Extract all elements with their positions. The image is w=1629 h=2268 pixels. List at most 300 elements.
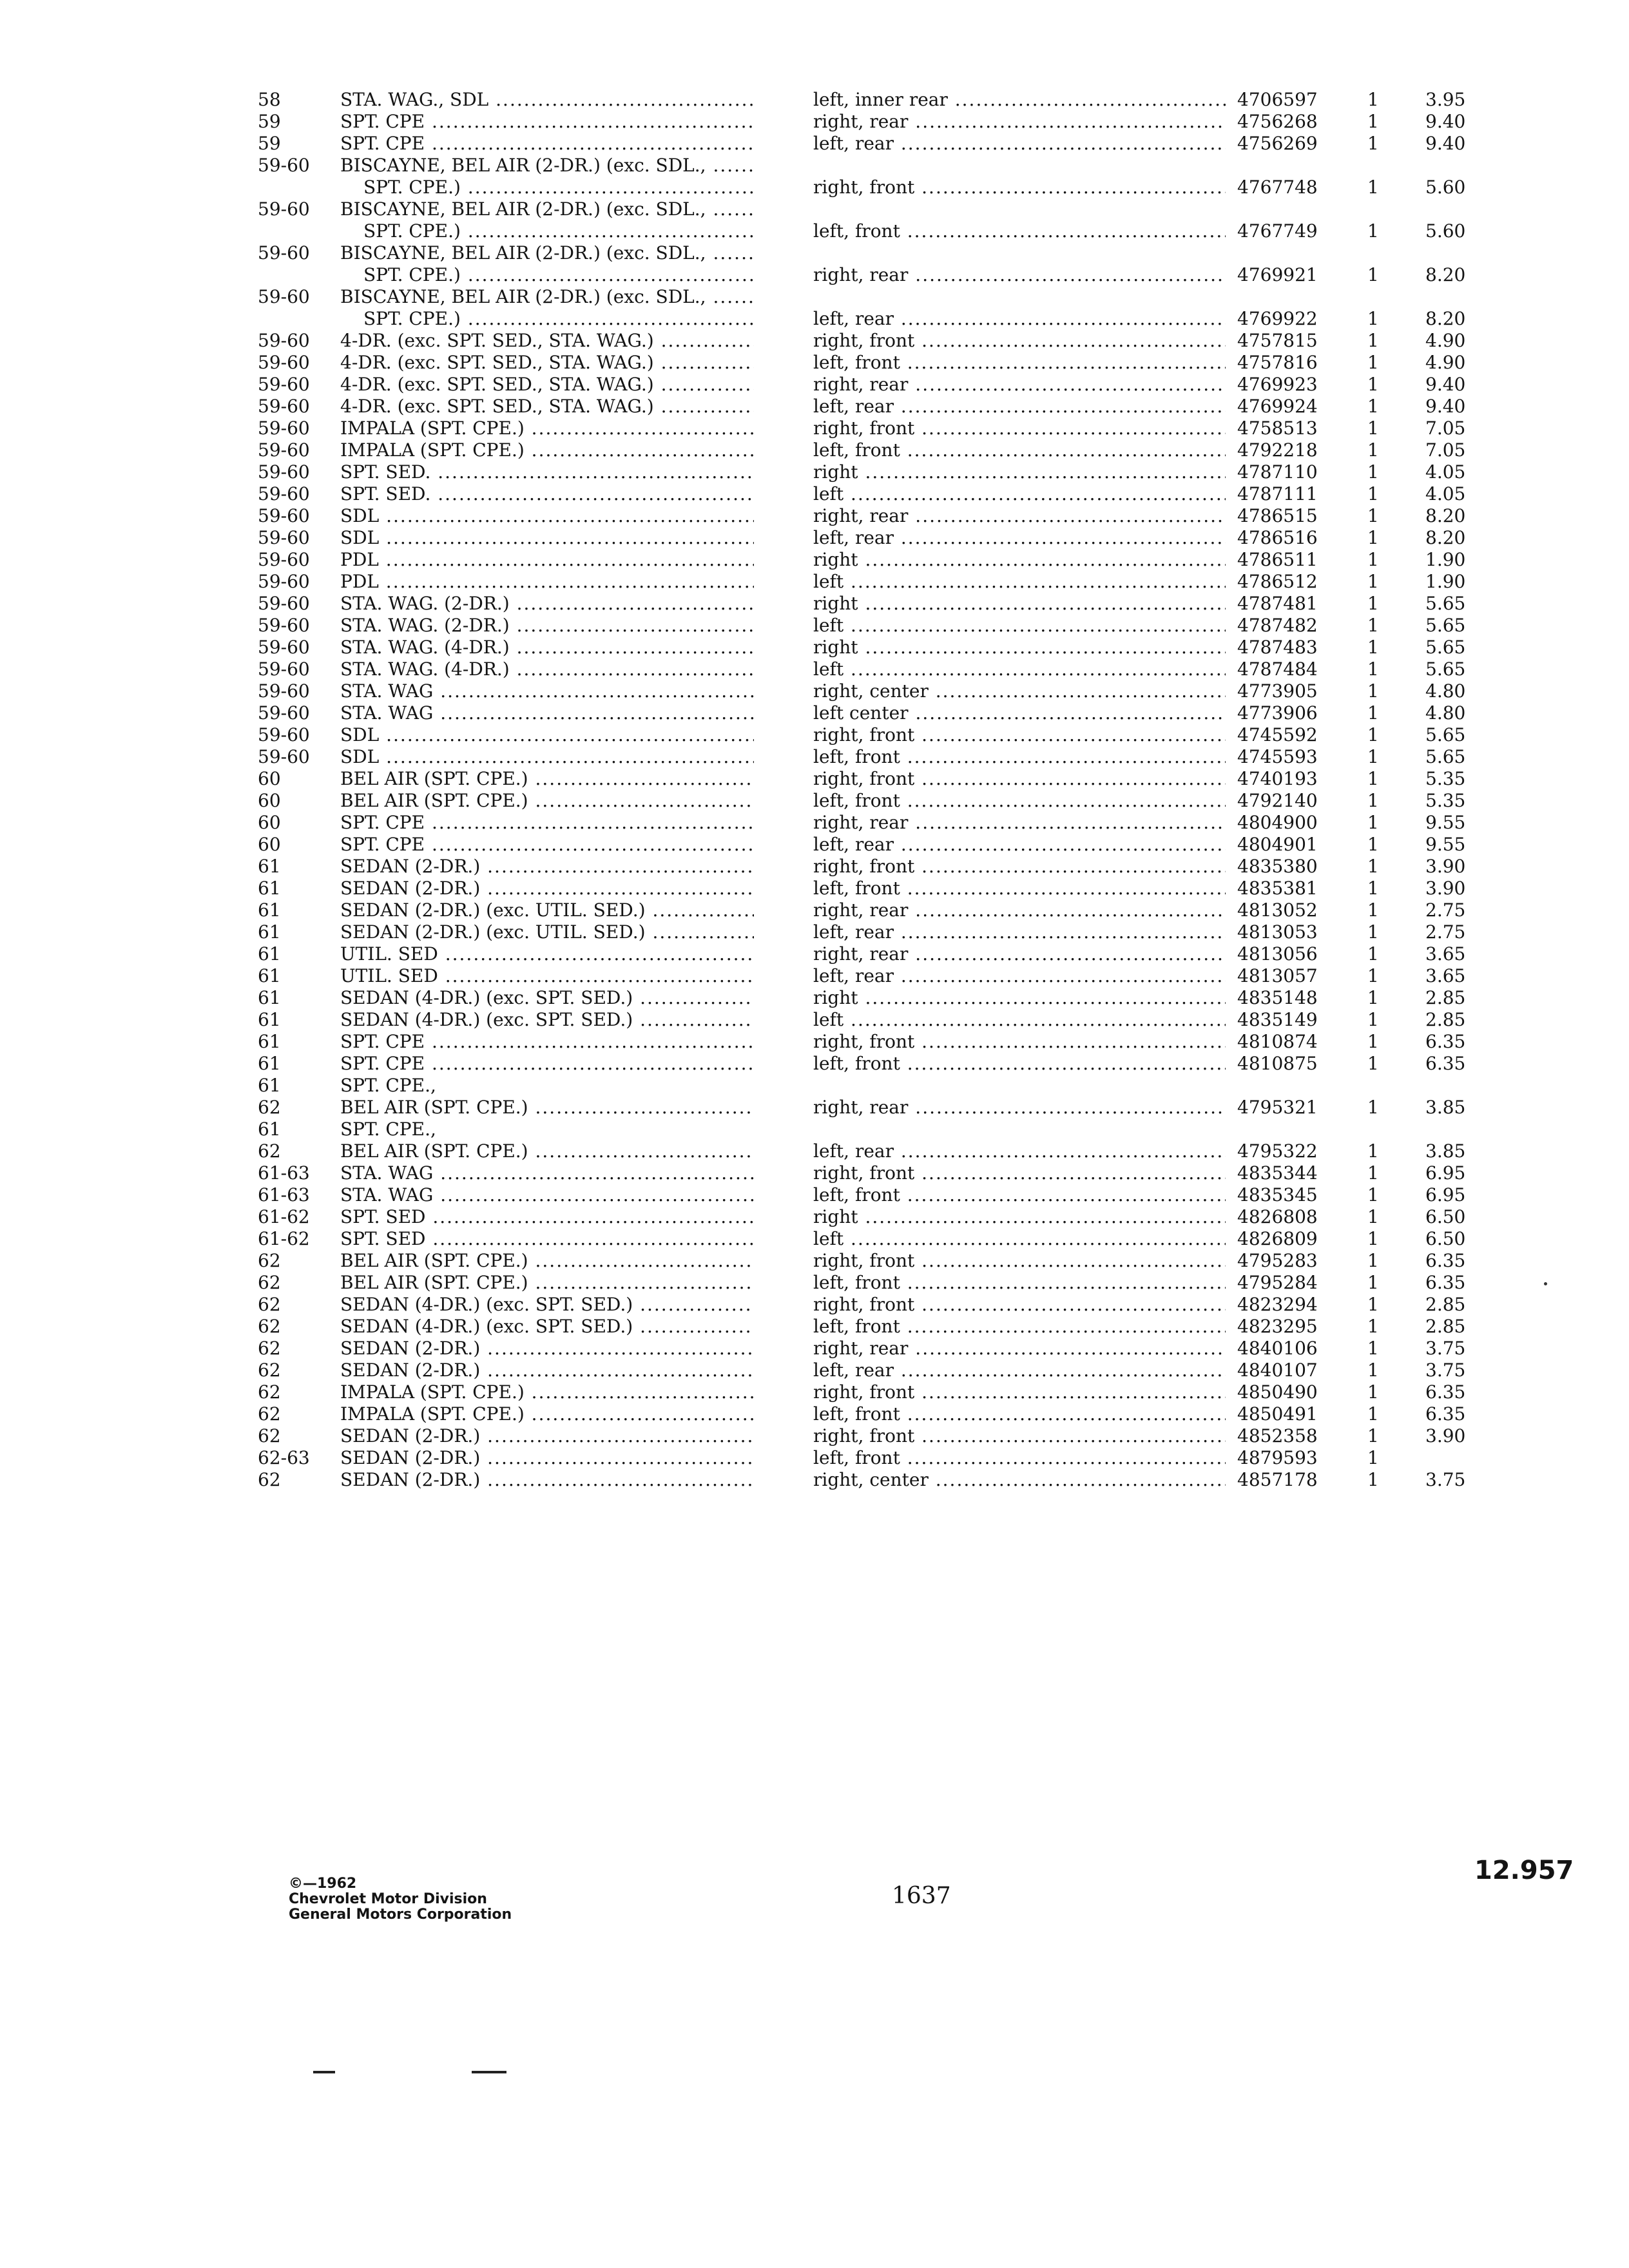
- part-position: left, front .....: [813, 352, 1226, 374]
- model-row: [258, 418, 754, 439]
- part-position: left, front .....: [813, 1316, 1226, 1338]
- part-quantity: 1: [1367, 418, 1379, 439]
- part-quantity: 1: [1367, 220, 1379, 242]
- part-quantity: 1: [1367, 330, 1379, 351]
- part-row: [813, 1053, 1522, 1075]
- model-name: SPT. CPE .....: [340, 812, 754, 834]
- part-row: [813, 155, 1522, 177]
- part-number: 4810875: [1237, 1053, 1318, 1074]
- part-quantity: 1: [1367, 987, 1379, 1008]
- part-price: 1.90: [1425, 571, 1466, 592]
- part-number: 4835380: [1237, 856, 1318, 877]
- model-name: SPT. SED .....: [340, 1206, 754, 1228]
- model-name: SPT. CPE.,: [340, 1119, 436, 1140]
- model-year: 59-60: [258, 330, 310, 351]
- part-price: 9.55: [1425, 812, 1466, 833]
- part-row: [813, 899, 1522, 921]
- part-row: [813, 396, 1522, 418]
- part-row: [813, 286, 1522, 308]
- model-year: 61: [258, 987, 281, 1008]
- part-price: 5.65: [1425, 593, 1466, 614]
- part-quantity: 1: [1367, 352, 1379, 373]
- model-name: IMPALA (SPT. CPE.) .....: [340, 1403, 754, 1425]
- model-year: 61-63: [258, 1184, 310, 1206]
- part-quantity: 1: [1367, 483, 1379, 505]
- model-row: [258, 790, 754, 812]
- part-price: 2.85: [1425, 1316, 1466, 1337]
- part-number: 4835345: [1237, 1184, 1318, 1206]
- model-year: 59-60: [258, 615, 310, 636]
- part-quantity: 1: [1367, 878, 1379, 899]
- model-name: SEDAN (4-DR.) (exc. SPT. SED.) .....: [340, 1294, 754, 1316]
- model-year: 61-62: [258, 1228, 310, 1249]
- model-year: 61-63: [258, 1162, 310, 1184]
- part-quantity: 1: [1367, 1294, 1379, 1315]
- part-quantity: 1: [1367, 1053, 1379, 1074]
- model-year: 59-60: [258, 242, 310, 264]
- part-number: 4826809: [1237, 1228, 1318, 1249]
- model-row: [258, 286, 754, 308]
- part-price: 3.85: [1425, 1097, 1466, 1118]
- part-price: 2.75: [1425, 921, 1466, 943]
- model-year: 59-60: [258, 198, 310, 220]
- part-number: 4757815: [1237, 330, 1318, 351]
- model-row: [258, 746, 754, 768]
- part-position: left .....: [813, 1009, 1226, 1031]
- part-position: right, front .....: [813, 768, 1226, 790]
- part-number: 4787484: [1237, 658, 1318, 680]
- model-row: [258, 1360, 754, 1381]
- model-name: SPT. SED. .....: [340, 461, 754, 483]
- model-name: SEDAN (2-DR.) .....: [340, 1469, 754, 1491]
- model-year: 61-62: [258, 1206, 310, 1227]
- model-name: IMPALA (SPT. CPE.) .....: [340, 418, 754, 439]
- part-quantity: 1: [1367, 834, 1379, 855]
- part-number: 4813053: [1237, 921, 1318, 943]
- part-position: left, front .....: [813, 746, 1226, 768]
- model-row: [258, 549, 754, 571]
- part-position: right, rear .....: [813, 1097, 1226, 1119]
- model-row: [258, 330, 754, 352]
- division-name: Chevrolet Motor Division: [289, 1891, 487, 1907]
- part-number: 4786512: [1237, 571, 1318, 592]
- model-year: 62: [258, 1140, 281, 1162]
- model-row: [258, 1162, 754, 1184]
- part-quantity: 1: [1367, 1250, 1379, 1271]
- part-quantity: 1: [1367, 396, 1379, 417]
- scan-mark: [313, 2071, 335, 2073]
- part-price: 6.35: [1425, 1250, 1466, 1271]
- model-year: 59: [258, 111, 281, 132]
- part-price: 3.90: [1425, 1425, 1466, 1446]
- part-position: right, front .....: [813, 1250, 1226, 1272]
- part-price: 3.90: [1425, 878, 1466, 899]
- part-position: right, rear .....: [813, 1338, 1226, 1360]
- model-name: SEDAN (2-DR.) (exc. UTIL. SED.) .....: [340, 921, 754, 943]
- part-price: 8.20: [1425, 308, 1466, 329]
- part-quantity: 1: [1367, 505, 1379, 526]
- model-row: [258, 658, 754, 680]
- model-year: 61: [258, 943, 281, 965]
- part-row: [813, 1403, 1522, 1425]
- part-price: 7.05: [1425, 439, 1466, 461]
- model-row: [258, 943, 754, 965]
- part-quantity: 1: [1367, 1403, 1379, 1425]
- part-position: right, front .....: [813, 1425, 1226, 1447]
- part-price: 5.65: [1425, 724, 1466, 745]
- part-number: 4826808: [1237, 1206, 1318, 1227]
- model-name: STA. WAG .....: [340, 702, 754, 724]
- model-name: BEL AIR (SPT. CPE.) .....: [340, 790, 754, 812]
- part-position: left, rear .....: [813, 965, 1226, 987]
- part-number: 4787110: [1237, 461, 1318, 483]
- model-row: [258, 198, 754, 220]
- part-row: [813, 637, 1522, 658]
- model-name: PDL .....: [340, 571, 754, 593]
- model-name: SDL .....: [340, 505, 754, 527]
- part-quantity: 1: [1367, 593, 1379, 614]
- model-row: [258, 1031, 754, 1053]
- part-quantity: 1: [1367, 856, 1379, 877]
- model-year: 62: [258, 1272, 281, 1293]
- part-price: 9.55: [1425, 834, 1466, 855]
- part-number: 4787481: [1237, 593, 1318, 614]
- part-number: 4857178: [1237, 1469, 1318, 1490]
- part-row: [813, 89, 1522, 111]
- part-position: right, front .....: [813, 856, 1226, 878]
- part-row: [813, 768, 1522, 790]
- model-row: [258, 133, 754, 155]
- model-year: 59-60: [258, 155, 310, 176]
- model-row: [258, 571, 754, 593]
- part-number: 4773906: [1237, 702, 1318, 724]
- model-name: BISCAYNE, BEL AIR (2-DR.) (exc. SDL., .....: [340, 242, 754, 264]
- model-year: 59-60: [258, 658, 310, 680]
- model-name: UTIL. SED .....: [340, 965, 754, 987]
- model-row: [258, 461, 754, 483]
- part-quantity: 1: [1367, 549, 1379, 570]
- model-name: STA. WAG .....: [340, 1162, 754, 1184]
- part-position: left, rear .....: [813, 396, 1226, 418]
- model-row: [258, 242, 754, 264]
- part-quantity: 1: [1367, 527, 1379, 548]
- part-number: 4786511: [1237, 549, 1318, 570]
- part-number: 4757816: [1237, 352, 1318, 373]
- model-row: [258, 856, 754, 878]
- part-price: 8.20: [1425, 505, 1466, 526]
- model-year: 59: [258, 133, 281, 154]
- part-price: 5.60: [1425, 220, 1466, 242]
- scan-speck: [1544, 1282, 1547, 1285]
- model-row: [258, 1316, 754, 1338]
- model-year: 59-60: [258, 439, 310, 461]
- part-price: 4.90: [1425, 330, 1466, 351]
- part-position: left, front .....: [813, 1447, 1226, 1469]
- part-price: 4.80: [1425, 702, 1466, 724]
- part-price: 6.50: [1425, 1206, 1466, 1227]
- model-name: BISCAYNE, BEL AIR (2-DR.) (exc. SDL., .....: [340, 155, 754, 177]
- model-year: 59-60: [258, 680, 310, 702]
- part-price: 5.60: [1425, 177, 1466, 198]
- model-row: [258, 89, 754, 111]
- model-name: SPT. CPE .....: [340, 111, 754, 133]
- model-row: [258, 505, 754, 527]
- part-number: 4835148: [1237, 987, 1318, 1008]
- part-quantity: 1: [1367, 1381, 1379, 1403]
- model-name: SEDAN (4-DR.) (exc. SPT. SED.) .....: [340, 987, 754, 1009]
- part-price: 4.90: [1425, 352, 1466, 373]
- model-name: STA. WAG .....: [340, 1184, 754, 1206]
- model-year: 59-60: [258, 527, 310, 548]
- part-price: 3.65: [1425, 943, 1466, 965]
- part-row: [813, 133, 1522, 155]
- part-position: left .....: [813, 483, 1226, 505]
- part-price: 9.40: [1425, 396, 1466, 417]
- part-position: left, front .....: [813, 1272, 1226, 1294]
- part-position: right, rear .....: [813, 812, 1226, 834]
- model-year: 61: [258, 1031, 281, 1052]
- part-price: 6.95: [1425, 1162, 1466, 1184]
- part-row: [813, 965, 1522, 987]
- model-row: [258, 1447, 754, 1469]
- model-name: STA. WAG., SDL .....: [340, 89, 754, 111]
- part-quantity: 1: [1367, 177, 1379, 198]
- part-row: [813, 680, 1522, 702]
- part-price: 5.65: [1425, 658, 1466, 680]
- model-name: SPT. CPE.) .....: [340, 177, 754, 198]
- part-quantity: 1: [1367, 374, 1379, 395]
- model-year: 59-60: [258, 418, 310, 439]
- model-name: STA. WAG. (4-DR.) .....: [340, 658, 754, 680]
- model-year: 62: [258, 1316, 281, 1337]
- model-name: SEDAN (4-DR.) (exc. SPT. SED.) .....: [340, 1316, 754, 1338]
- part-quantity: 1: [1367, 812, 1379, 833]
- part-row: [813, 1031, 1522, 1053]
- part-quantity: 1: [1367, 1447, 1379, 1468]
- model-name: STA. WAG. (4-DR.) .....: [340, 637, 754, 658]
- model-year: 61: [258, 856, 281, 877]
- part-row: [813, 1338, 1522, 1360]
- part-position: right .....: [813, 637, 1226, 658]
- part-row: [813, 878, 1522, 899]
- part-price: 4.05: [1425, 483, 1466, 505]
- part-row: [813, 111, 1522, 133]
- part-quantity: 1: [1367, 1272, 1379, 1293]
- part-number: 4823295: [1237, 1316, 1318, 1337]
- part-quantity: 1: [1367, 768, 1379, 789]
- part-quantity: 1: [1367, 89, 1379, 110]
- model-row: [258, 439, 754, 461]
- part-number: 4850491: [1237, 1403, 1318, 1425]
- part-quantity: 1: [1367, 1162, 1379, 1184]
- part-position: right, rear .....: [813, 374, 1226, 396]
- model-row: [258, 308, 754, 330]
- part-row: [813, 1228, 1522, 1250]
- part-row: [813, 177, 1522, 198]
- part-row: [813, 856, 1522, 878]
- model-year: 59-60: [258, 352, 310, 373]
- part-position: right, rear .....: [813, 505, 1226, 527]
- part-position: left, inner rear .....: [813, 89, 1226, 111]
- part-position: left, front .....: [813, 220, 1226, 242]
- part-position: left, front .....: [813, 1053, 1226, 1075]
- part-price: 3.75: [1425, 1360, 1466, 1381]
- part-price: 5.35: [1425, 790, 1466, 811]
- part-quantity: 1: [1367, 1338, 1379, 1359]
- part-quantity: 1: [1367, 1228, 1379, 1249]
- part-quantity: 1: [1367, 461, 1379, 483]
- part-row: [813, 308, 1522, 330]
- model-name: BEL AIR (SPT. CPE.) .....: [340, 1140, 754, 1162]
- part-quantity: 1: [1367, 790, 1379, 811]
- model-year: 59-60: [258, 483, 310, 505]
- model-row: [258, 1381, 754, 1403]
- model-year: 61: [258, 1053, 281, 1074]
- part-position: left .....: [813, 658, 1226, 680]
- model-year: 59-60: [258, 286, 310, 307]
- part-number: 4810874: [1237, 1031, 1318, 1052]
- model-row: [258, 1119, 754, 1140]
- part-quantity: 1: [1367, 658, 1379, 680]
- model-year: 62: [258, 1338, 281, 1359]
- model-row: [258, 1403, 754, 1425]
- part-position: right, rear .....: [813, 899, 1226, 921]
- part-quantity: 1: [1367, 1425, 1379, 1446]
- model-name: BEL AIR (SPT. CPE.) .....: [340, 1250, 754, 1272]
- part-price: 5.35: [1425, 768, 1466, 789]
- part-number: 4769921: [1237, 264, 1318, 285]
- model-name: STA. WAG .....: [340, 680, 754, 702]
- copyright-block: [289, 1876, 512, 1923]
- part-position: left, rear .....: [813, 527, 1226, 549]
- part-number: 4745592: [1237, 724, 1318, 745]
- part-price: 6.35: [1425, 1031, 1466, 1052]
- part-price: 6.35: [1425, 1053, 1466, 1074]
- part-position: left center .....: [813, 702, 1226, 724]
- part-number: 4813056: [1237, 943, 1318, 965]
- part-row: [813, 330, 1522, 352]
- part-row: [813, 220, 1522, 242]
- part-row: [813, 461, 1522, 483]
- part-row: [813, 483, 1522, 505]
- part-number: 4792140: [1237, 790, 1318, 811]
- model-row: [258, 878, 754, 899]
- part-number: 4835344: [1237, 1162, 1318, 1184]
- part-price: 3.95: [1425, 89, 1466, 110]
- model-row: [258, 812, 754, 834]
- part-position: left, rear .....: [813, 921, 1226, 943]
- model-year: 59-60: [258, 549, 310, 570]
- part-number: 4786516: [1237, 527, 1318, 548]
- part-row: [813, 198, 1522, 220]
- part-position: right .....: [813, 1206, 1226, 1228]
- part-number: 4769923: [1237, 374, 1318, 395]
- model-name: SDL .....: [340, 746, 754, 768]
- part-quantity: 1: [1367, 1009, 1379, 1030]
- model-row: [258, 1140, 754, 1162]
- model-row: [258, 724, 754, 746]
- model-row: [258, 527, 754, 549]
- model-row: [258, 987, 754, 1009]
- part-row: [813, 1381, 1522, 1403]
- part-listing-column: [813, 89, 1522, 1491]
- part-row: [813, 527, 1522, 549]
- part-number: 4840107: [1237, 1360, 1318, 1381]
- part-quantity: 1: [1367, 1097, 1379, 1118]
- model-name: SEDAN (2-DR.) .....: [340, 1425, 754, 1447]
- part-position: left .....: [813, 571, 1226, 593]
- model-row: [258, 965, 754, 987]
- model-year: 59-60: [258, 593, 310, 614]
- part-quantity: 1: [1367, 1140, 1379, 1162]
- part-row: [813, 374, 1522, 396]
- part-row: [813, 1206, 1522, 1228]
- part-quantity: 1: [1367, 308, 1379, 329]
- part-number: 4852358: [1237, 1425, 1318, 1446]
- model-name: BEL AIR (SPT. CPE.) .....: [340, 768, 754, 790]
- model-year: 62-63: [258, 1447, 310, 1468]
- model-year: 58: [258, 89, 281, 110]
- model-name: SEDAN (2-DR.) .....: [340, 1447, 754, 1469]
- part-price: 3.65: [1425, 965, 1466, 986]
- part-quantity: 1: [1367, 746, 1379, 767]
- corporation-name: General Motors Corporation: [289, 1907, 512, 1923]
- part-position: right, center .....: [813, 680, 1226, 702]
- part-number: 4813052: [1237, 899, 1318, 921]
- part-quantity: 1: [1367, 264, 1379, 285]
- part-number: 4787111: [1237, 483, 1318, 505]
- model-row: [258, 1053, 754, 1075]
- part-number: 4804900: [1237, 812, 1318, 833]
- part-quantity: 1: [1367, 899, 1379, 921]
- part-row: [813, 790, 1522, 812]
- model-row: [258, 1075, 754, 1097]
- part-number: 4787482: [1237, 615, 1318, 636]
- model-row: [258, 352, 754, 374]
- part-number: 4795322: [1237, 1140, 1318, 1162]
- part-position: left .....: [813, 1228, 1226, 1250]
- model-year: 61: [258, 1119, 281, 1140]
- part-row: [813, 439, 1522, 461]
- part-number: 4740193: [1237, 768, 1318, 789]
- model-year: 59-60: [258, 571, 310, 592]
- model-name: SEDAN (2-DR.) .....: [340, 1360, 754, 1381]
- model-row: [258, 1272, 754, 1294]
- part-number: 4835149: [1237, 1009, 1318, 1030]
- part-quantity: 1: [1367, 965, 1379, 986]
- part-price: 6.35: [1425, 1272, 1466, 1293]
- model-name: PDL .....: [340, 549, 754, 571]
- model-row: [258, 1097, 754, 1119]
- part-position: right, front .....: [813, 1294, 1226, 1316]
- part-row: [813, 921, 1522, 943]
- part-position: left, front .....: [813, 790, 1226, 812]
- part-quantity: 1: [1367, 1316, 1379, 1337]
- model-name: BEL AIR (SPT. CPE.) .....: [340, 1097, 754, 1119]
- model-row: [258, 1184, 754, 1206]
- part-position: right, front .....: [813, 330, 1226, 352]
- part-position: left .....: [813, 615, 1226, 637]
- model-name: BEL AIR (SPT. CPE.) .....: [340, 1272, 754, 1294]
- part-number: 4792218: [1237, 439, 1318, 461]
- scan-mark: [472, 2071, 506, 2073]
- part-position: right .....: [813, 987, 1226, 1009]
- part-number: 4769924: [1237, 396, 1318, 417]
- part-price: 1.90: [1425, 549, 1466, 570]
- part-number: 4795284: [1237, 1272, 1318, 1293]
- part-number: 4813057: [1237, 965, 1318, 986]
- part-price: 4.05: [1425, 461, 1466, 483]
